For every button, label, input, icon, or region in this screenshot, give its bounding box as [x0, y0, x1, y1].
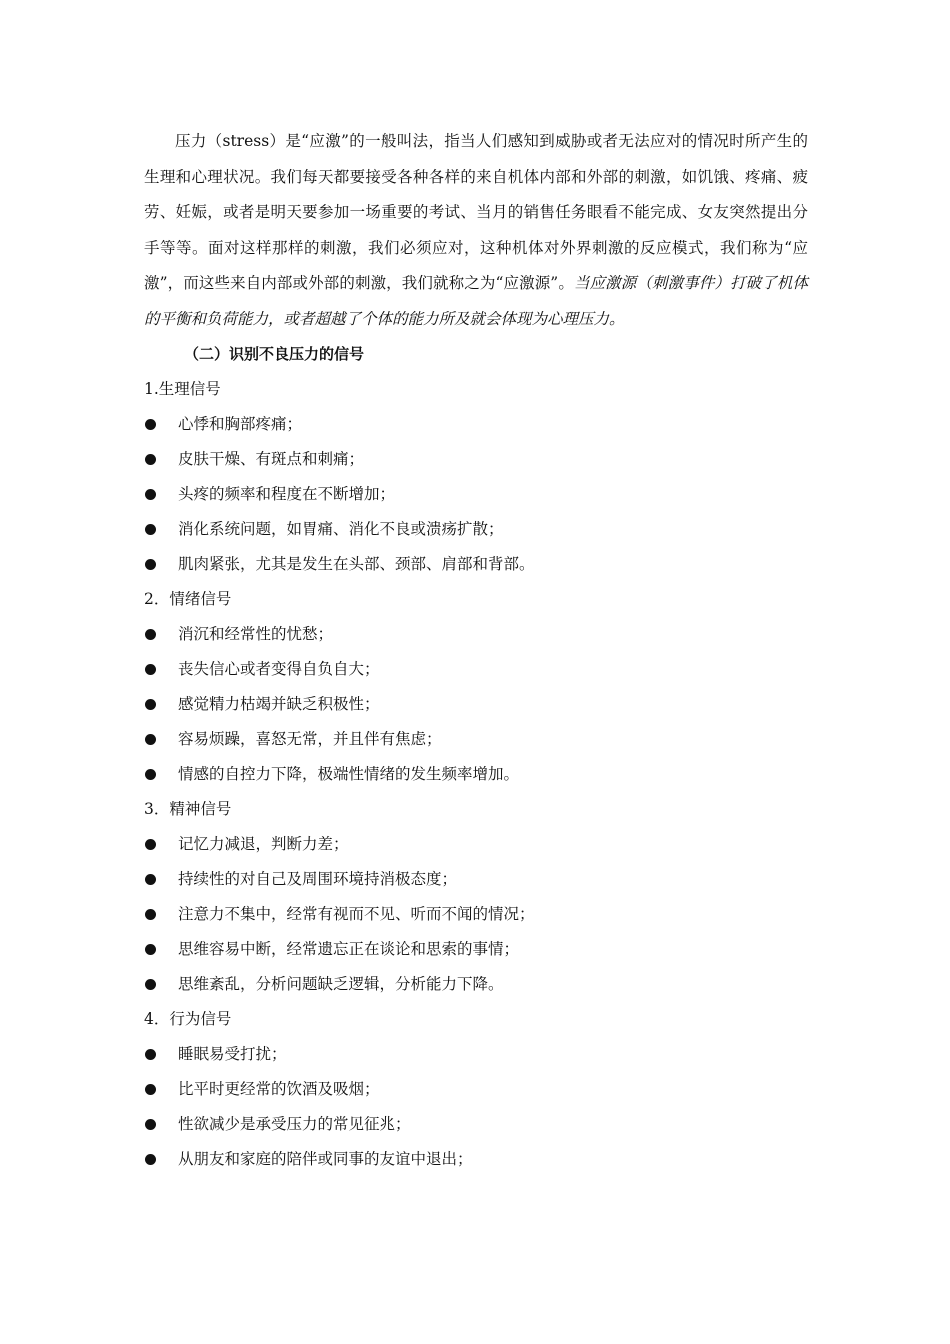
list-item-text: 消沉和经常性的忧愁； [178, 625, 334, 643]
bullet-icon [145, 874, 156, 885]
bullet-icon [145, 1084, 156, 1095]
list-item-text: 持续性的对自己及周围环境持消极态度； [178, 870, 458, 888]
list-item [144, 967, 808, 1002]
list-item-text: 感觉精力枯竭并缺乏积极性； [178, 695, 380, 713]
list-item-text: 皮肤干燥、有斑点和刺痛； [178, 450, 365, 468]
list-item-text: 心悸和胸部疼痛； [178, 415, 303, 433]
list-item [144, 757, 808, 792]
list-item-text: 记忆力减退，判断力差； [178, 835, 349, 853]
document-body [144, 124, 808, 1177]
bullet-icon [145, 1154, 156, 1165]
list-item [144, 652, 808, 687]
list-item [144, 897, 808, 932]
list-item-text: 从朋友和家庭的陪伴或同事的友谊中退出； [178, 1150, 473, 1168]
list-item-text: 丧失信心或者变得自负自大； [178, 660, 380, 678]
list-item-text: 头疼的频率和程度在不断增加； [178, 485, 396, 503]
list-item-text: 思维紊乱，分析问题缺乏逻辑，分析能力下降。 [178, 975, 504, 993]
list-item-text: 比平时更经常的饮酒及吸烟； [178, 1080, 380, 1098]
bullet-icon [145, 454, 156, 465]
list-item [144, 1107, 808, 1142]
bullet-icon [145, 664, 156, 675]
list-item [144, 722, 808, 757]
bullet-icon [145, 944, 156, 955]
list-item-text: 思维容易中断，经常遗忘正在谈论和思索的事情； [178, 940, 520, 958]
bullet-icon [145, 699, 156, 710]
behavioral-signal-list [144, 1037, 808, 1177]
intro-italic-text: 当应激源（刺激事件）打破了机体的平衡和负荷能力，或者超越了个体的能力所及就会体现为心理压力。 [144, 274, 808, 328]
list-item [144, 512, 808, 547]
intro-text: 压力（stress）是“应激”的一般叫法，指当人们感知到威胁或者无法应对的情况时所产生的生理和心理状况。我们每天都要接受各种各样的来自机体内部和外部的刺激，如饥饿、疼痛、疲劳、妊娠，或者是明天要参加一场重要的考试、当月的销售任务眼看不能完成、女友突然提出分手等等。面对这样那样的刺激，我们必须应对，这种机体对外界刺激的反应模式，我们称为“应激”，而这些来自内部或外部的刺激，我们就称之为“应激源”。 [144, 132, 808, 292]
list-item [144, 477, 808, 512]
bullet-icon [145, 1119, 156, 1130]
mental-signal-list [144, 827, 808, 1002]
bullet-icon [145, 734, 156, 745]
bullet-icon [145, 909, 156, 920]
list-item-text: 情感的自控力下降，极端性情绪的发生频率增加。 [178, 765, 520, 783]
list-item [144, 617, 808, 652]
bullet-icon [145, 419, 156, 430]
bullet-icon [145, 769, 156, 780]
section-heading: （二）识别不良压力的信号 [184, 345, 365, 363]
group-title-mental: 3．精神信号 [144, 800, 232, 818]
list-item-text: 肌肉紧张，尤其是发生在头部、颈部、肩部和背部。 [178, 555, 535, 573]
list-item-text: 性欲减少是承受压力的常见征兆； [178, 1115, 411, 1133]
bullet-icon [145, 629, 156, 640]
list-item [144, 827, 808, 862]
list-item [144, 1142, 808, 1177]
list-item-text: 消化系统问题，如胃痛、消化不良或溃疡扩散； [178, 520, 504, 538]
group-title-physiological: 1.生理信号 [144, 380, 221, 398]
physiological-signal-list [144, 407, 808, 582]
list-item-text: 注意力不集中，经常有视而不见、听而不闻的情况； [178, 905, 535, 923]
list-item [144, 407, 808, 442]
bullet-icon [145, 524, 156, 535]
list-item [144, 1072, 808, 1107]
bullet-icon [145, 1049, 156, 1060]
emotional-signal-list [144, 617, 808, 792]
group-title-emotional: 2．情绪信号 [144, 590, 232, 608]
list-item [144, 1037, 808, 1072]
list-item [144, 862, 808, 897]
list-item [144, 687, 808, 722]
list-item [144, 932, 808, 967]
bullet-icon [145, 979, 156, 990]
list-item-text: 睡眠易受打扰； [178, 1045, 287, 1063]
list-item [144, 547, 808, 582]
intro-paragraph [144, 124, 808, 337]
bullet-icon [145, 489, 156, 500]
group-title-behavioral: 4．行为信号 [144, 1010, 232, 1028]
bullet-icon [145, 839, 156, 850]
list-item-text: 容易烦躁，喜怒无常，并且伴有焦虑； [178, 730, 442, 748]
list-item [144, 442, 808, 477]
bullet-icon [145, 559, 156, 570]
